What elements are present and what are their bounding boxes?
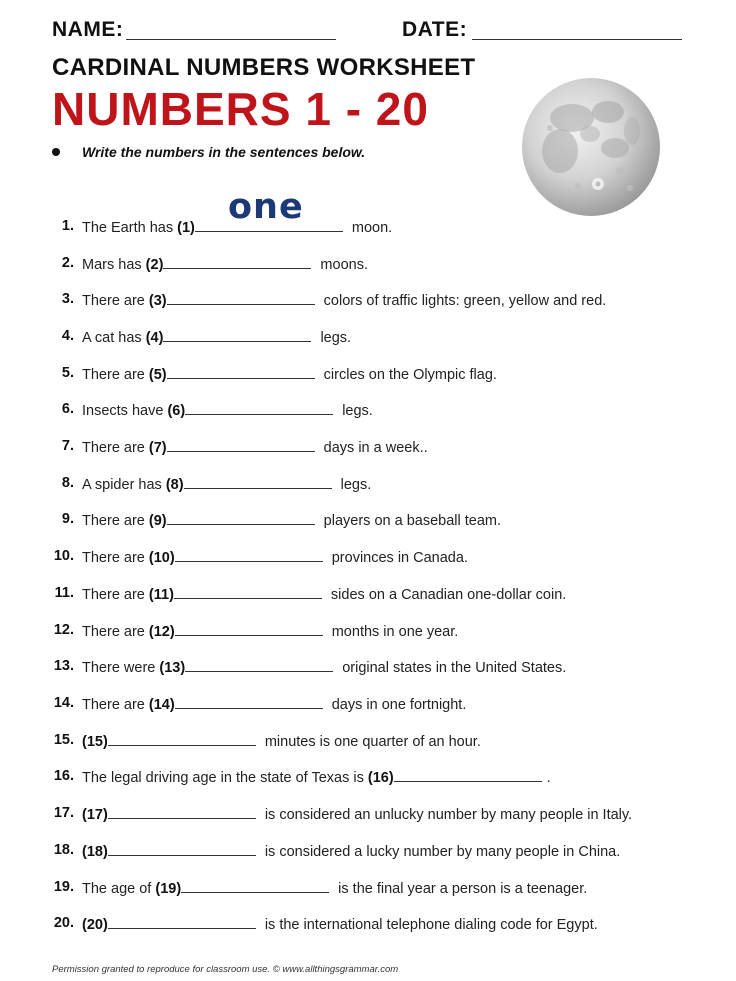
answer-code: (5) (148, 367, 167, 383)
sentence-before: A spider has (82, 477, 166, 493)
answer-code: (8) (165, 477, 184, 493)
answer-blank[interactable] (394, 768, 542, 782)
sentence-item (0, 475, 720, 497)
sentence-number: 11. (54, 585, 74, 601)
answer-code: (4) (145, 330, 164, 346)
sentence-number: 13. (53, 658, 74, 674)
sentence-item (0, 879, 720, 901)
answer-code: (10) (148, 550, 175, 566)
name-field[interactable] (126, 39, 336, 40)
moon-icon (520, 76, 662, 218)
sentence-before: There are (82, 587, 149, 603)
sentence-item (0, 218, 720, 240)
sentence-number: 6. (61, 401, 74, 417)
handwritten-answer: one (228, 187, 304, 227)
sentence-after: players on a baseball team. (319, 513, 501, 529)
sentence-number: 17. (53, 805, 74, 821)
sentence-number: 15. (53, 732, 74, 748)
sentence-item (0, 438, 720, 460)
answer-code: (11) (148, 587, 174, 603)
sentence-after: is considered a lucky number by many people in China. (260, 844, 621, 860)
answer-blank[interactable] (108, 805, 256, 819)
sentence-after: colors of traffic lights: green, yellow and red. (319, 293, 607, 309)
sentence-before: There are (82, 550, 149, 566)
date-label: DATE: (402, 18, 468, 41)
sentence-after: moon. (347, 220, 393, 236)
sentence-after: legs. (336, 477, 372, 493)
sentence-item (0, 328, 720, 350)
answer-code: (6) (167, 403, 186, 419)
answer-blank[interactable] (167, 291, 315, 305)
sentence-number: 8. (61, 475, 74, 491)
answer-blank[interactable] (108, 915, 256, 929)
answer-blank[interactable] (108, 732, 256, 746)
sentence-item (0, 365, 720, 387)
sentence-item (0, 255, 720, 277)
sentence-item (0, 915, 720, 937)
answer-blank[interactable] (175, 695, 323, 709)
sentence-after: legs. (338, 403, 373, 419)
date-field[interactable] (472, 39, 682, 40)
answer-code: (15) (82, 734, 108, 750)
answer-blank[interactable] (108, 842, 256, 856)
instruction-text: Write the numbers in the sentences below. (82, 144, 366, 160)
sentence-before: There are (82, 624, 149, 640)
sentence-item (0, 401, 720, 423)
footer-permission: Permission granted to reproduce for classroom use. © www.allthingsgrammar.com (52, 964, 399, 975)
sentence-number: 9. (61, 511, 74, 527)
answer-code: (14) (148, 697, 175, 713)
sentence-after: sides on a Canadian one-dollar coin. (326, 587, 567, 603)
sentence-after: legs. (316, 330, 352, 346)
answer-blank[interactable] (163, 255, 311, 269)
sentence-number: 3. (61, 291, 74, 307)
answer-code: (9) (148, 513, 167, 529)
sentence-item (0, 732, 720, 754)
answer-blank[interactable] (184, 475, 332, 489)
sentence-item (0, 768, 720, 790)
sentence-after: circles on the Olympic flag. (319, 367, 497, 383)
sentence-after: minutes is one quarter of an hour. (260, 734, 481, 750)
sentence-before: There are (82, 367, 149, 383)
sentence-after: is considered an unlucky number by many people in Italy. (260, 807, 633, 823)
sentence-after: is the final year a person is a teenager. (334, 881, 588, 897)
answer-code: (19) (155, 881, 182, 897)
answer-blank[interactable] (167, 365, 315, 379)
answer-code: (1) (177, 220, 195, 236)
sentence-item (0, 658, 720, 680)
sentence-number: 14. (53, 695, 74, 711)
answer-code: (20) (82, 917, 108, 933)
sentence-before: There are (82, 513, 149, 529)
sentence-before: There were (82, 660, 160, 676)
sentence-number: 2. (61, 255, 74, 271)
answer-code: (16) (367, 770, 394, 786)
answer-code: (18) (82, 844, 108, 860)
answer-blank[interactable] (167, 511, 315, 525)
answer-blank[interactable] (185, 658, 333, 672)
sentence-number: 12. (53, 622, 74, 638)
header-row (52, 18, 692, 48)
sentence-after: provinces in Canada. (327, 550, 468, 566)
answer-blank[interactable] (175, 622, 323, 636)
sentence-before: Insects have (82, 403, 168, 419)
answer-blank[interactable] (163, 328, 311, 342)
sentence-after: days in a week.. (319, 440, 428, 456)
sentence-number: 7. (61, 438, 74, 454)
sentence-item (0, 585, 720, 607)
answer-blank[interactable] (195, 218, 343, 232)
sentence-item (0, 695, 720, 717)
sentence-after: moons. (316, 257, 368, 273)
name-label: NAME: (52, 18, 124, 41)
answer-blank[interactable] (167, 438, 315, 452)
sentence-before: A cat has (82, 330, 146, 346)
sentence-before: There are (82, 697, 149, 713)
sentence-after: original states in the United States. (338, 660, 567, 676)
sentence-after: is the international telephone dialing code for Egypt. (260, 917, 598, 933)
answer-blank[interactable] (175, 548, 323, 562)
answer-code: (12) (148, 624, 175, 640)
sentence-number: 10. (53, 548, 74, 564)
sentence-number: 4. (61, 328, 74, 344)
sentence-number: 18. (53, 842, 74, 858)
answer-code: (3) (148, 293, 167, 309)
answer-code: (17) (82, 807, 108, 823)
sentence-item (0, 291, 720, 313)
sentence-before: There are (82, 293, 149, 309)
sentence-number: 19. (53, 879, 74, 895)
sentence-item (0, 622, 720, 644)
sentence-item (0, 548, 720, 570)
sentence-after: months in one year. (327, 624, 459, 640)
worksheet-subtitle: CARDINAL NUMBERS WORKSHEET (52, 54, 476, 81)
sentence-before: The legal driving age in the state of Texas is (82, 770, 368, 786)
instruction (52, 144, 365, 160)
answer-code: (2) (145, 257, 164, 273)
answer-blank[interactable] (181, 879, 329, 893)
sentence-number: 20. (53, 915, 74, 931)
sentence-item (0, 511, 720, 533)
sentence-number: 16. (53, 768, 74, 784)
sentence-number: 5. (61, 365, 74, 381)
sentence-after: days in one fortnight. (327, 697, 467, 713)
sentence-item (0, 805, 720, 827)
answer-code: (7) (148, 440, 167, 456)
answer-blank[interactable] (174, 585, 322, 599)
bullet-icon (52, 148, 60, 156)
sentence-before: The Earth has (82, 220, 178, 236)
worksheet-title: NUMBERS 1 - 20 (52, 83, 429, 135)
sentence-item (0, 842, 720, 864)
sentence-before: The age of (82, 881, 156, 897)
sentence-before: Mars has (82, 257, 146, 273)
sentence-after: . (546, 770, 551, 786)
answer-code: (13) (159, 660, 186, 676)
sentence-before: There are (82, 440, 149, 456)
sentence-number: 1. (61, 218, 74, 234)
answer-blank[interactable] (185, 401, 333, 415)
